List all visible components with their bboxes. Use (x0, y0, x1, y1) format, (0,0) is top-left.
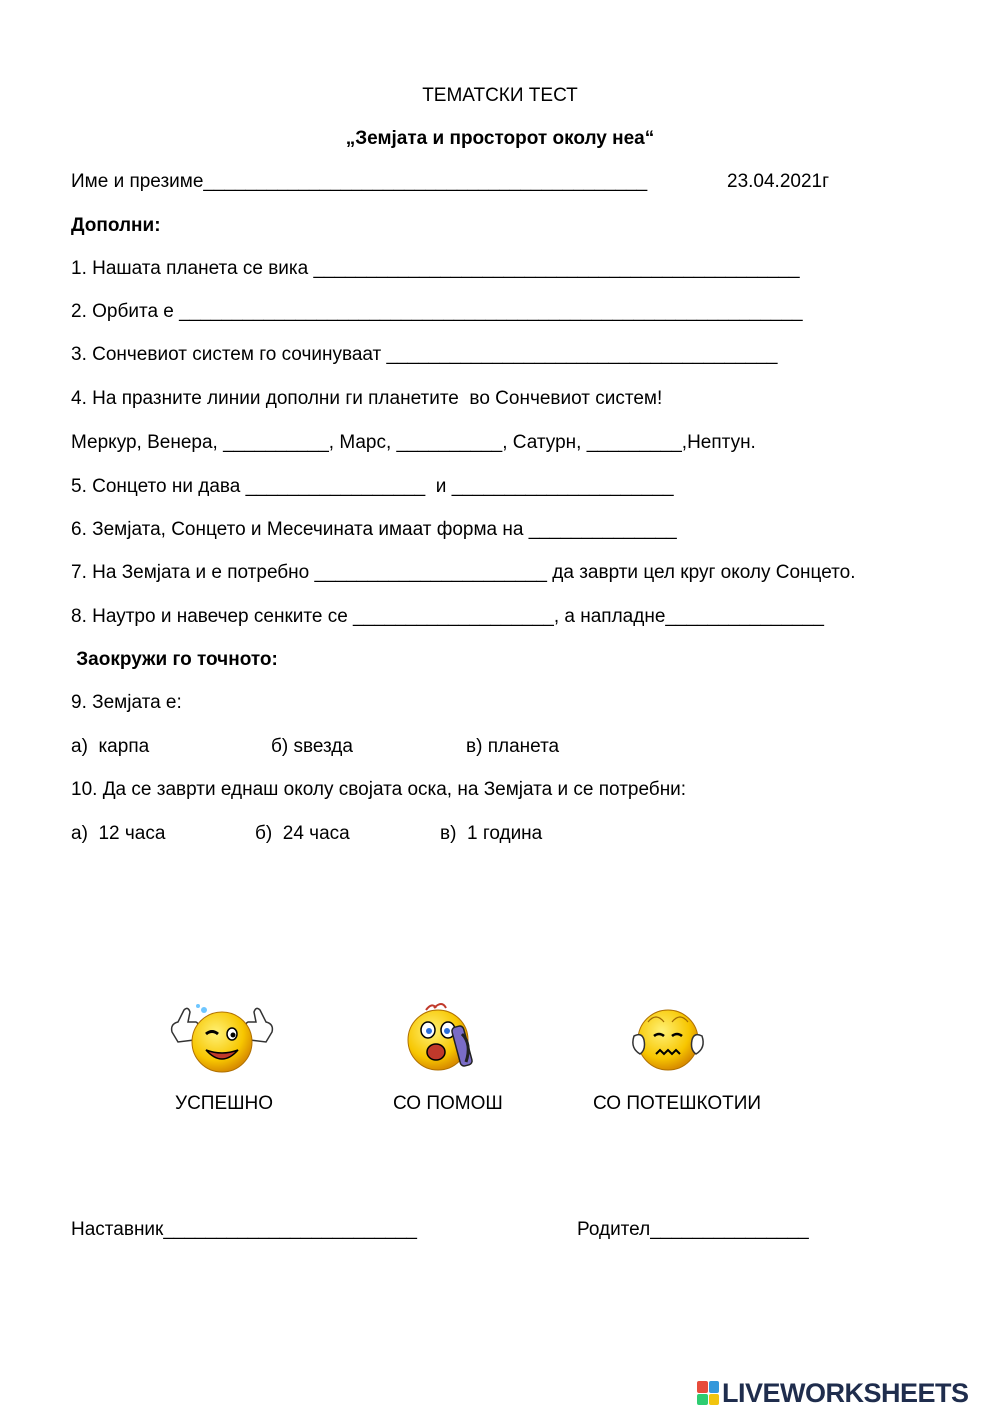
question-4: 4. На празните линии дополни ги планетите во Сончевиот систем! (71, 388, 663, 409)
liveworksheets-logo-icon (697, 1381, 719, 1405)
q10-option-b[interactable]: б) 24 часа (255, 823, 350, 844)
q10-option-a[interactable]: а) 12 часа (71, 823, 166, 844)
fill-section-heading: Дополни: (71, 215, 161, 236)
assessment-label-with-help: СО ПОМОШ (393, 1093, 503, 1114)
q9-option-a[interactable]: а) карпа (71, 736, 150, 757)
question-9: 9. Земјата е: (71, 692, 182, 713)
parent-signature-line[interactable]: Родител_______________ (577, 1219, 809, 1240)
assessment-label-success: УСПЕШНО (175, 1093, 274, 1114)
question-1[interactable]: 1. Нашата планета се вика ______________________________________________ (71, 258, 800, 279)
question-8[interactable]: 8. Наутро и навечер сенките се ___________________, а напладне_______________ (71, 606, 824, 627)
question-7[interactable]: 7. На Земјата и е потребно ______________________ да заврти цел круг околу Сонцето. (71, 562, 856, 583)
teacher-signature-line[interactable]: Наставник________________________ (71, 1219, 417, 1240)
question-5[interactable]: 5. Сонцето ни дава _________________ и _____________________ (71, 476, 674, 497)
test-date: 23.04.2021г (727, 171, 830, 192)
worried-smiley-icon[interactable] (628, 1000, 708, 1080)
assessment-label-difficulties: СО ПОТЕШКОТИИ (593, 1093, 762, 1114)
question-6[interactable]: 6. Земјата, Сонцето и Месечината имаат форма на ______________ (71, 519, 677, 540)
question-2[interactable]: 2. Орбита е ___________________________________________________________ (71, 301, 803, 322)
question-4-planets[interactable]: Меркур, Венера, __________, Марс, __________, Сатурн, _________,Нептун. (71, 432, 756, 453)
q9-option-c[interactable]: в) планета (466, 736, 560, 757)
phone-smiley-icon[interactable] (404, 1000, 480, 1080)
name-field-line[interactable]: Име и презиме__________________________________________ (71, 171, 648, 192)
page-title: ТЕМАТСКИ ТЕСТ (422, 85, 578, 106)
q10-option-c[interactable]: в) 1 година (440, 823, 543, 844)
choice-section-heading: Заокружи го точното: (71, 649, 278, 670)
liveworksheets-logo[interactable] (697, 1377, 969, 1409)
q9-option-b[interactable]: б) ѕвезда (271, 736, 353, 757)
page-subtitle: „Земјата и просторот околу неа“ (345, 128, 655, 149)
thumbs-up-smiley-icon[interactable] (168, 1000, 276, 1080)
question-3[interactable]: 3. Сончевиот систем го сочинуваат _____________________________________ (71, 344, 778, 365)
question-10: 10. Да се заврти еднаш околу својата оска, на Земјата и се потребни: (71, 779, 687, 800)
liveworksheets-brand: LIVEWORKSHEETS (722, 1377, 969, 1408)
